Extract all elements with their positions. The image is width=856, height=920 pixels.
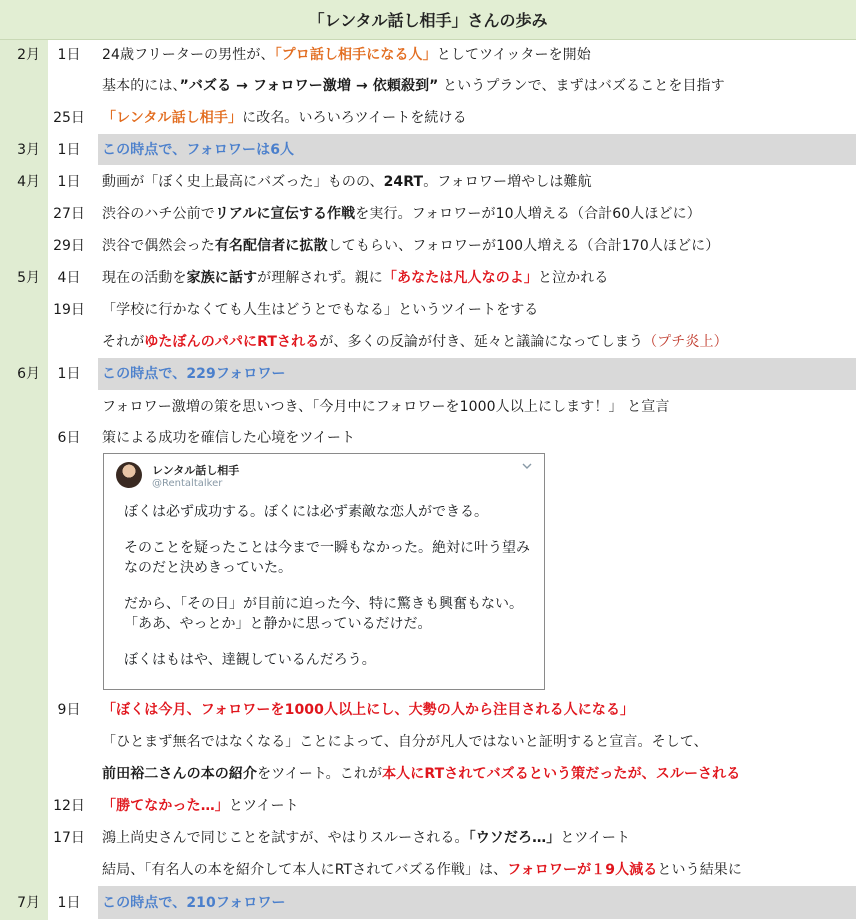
day-label: 25日: [53, 110, 85, 126]
timeline-row: [0, 198, 856, 230]
event-text-segment: と泣かれる: [538, 270, 609, 286]
month-label: 7月: [17, 895, 40, 911]
event-text-segment: （プチ炎上）: [643, 334, 728, 350]
event-text-segment: 「ぼくは今月、フォロワーを1000人以上にし、大勢の人から注目される人になる」: [102, 702, 635, 718]
month-label: 4月: [17, 174, 40, 190]
event-text: [102, 326, 848, 358]
event-text-segment: 「あなたは凡人なのよ」: [382, 270, 538, 286]
event-text: [102, 166, 848, 198]
timeline-row: [0, 822, 856, 854]
event-text-segment: フォロワーが１9人減る: [507, 862, 658, 878]
event-text: [102, 726, 848, 758]
event-text: [102, 822, 848, 854]
event-text: [102, 423, 848, 453]
month-label: 2月: [17, 47, 40, 63]
event-text-segment: が理解されず。親に: [257, 270, 383, 286]
event-text-segment: 「勝てなかった…」: [102, 798, 229, 814]
event-text-segment: 有名配信者に拡散: [214, 238, 328, 254]
event-text-segment: 現在の活動を: [102, 270, 187, 286]
event-text: [102, 134, 848, 166]
tweet-author-name[interactable]: レンタル話し相手: [152, 464, 240, 477]
event-text-segment: 「学校に行かなくても人生はどうとでもなる」というツイートをする: [102, 302, 539, 318]
event-text-segment: 家族に話す: [186, 270, 258, 286]
event-text-segment: 24歳フリーターの男性が、: [102, 47, 275, 63]
day-label: 27日: [53, 206, 85, 222]
timeline-row: [0, 790, 856, 822]
timeline-row: [0, 854, 856, 886]
day-label: 6日: [57, 430, 81, 446]
event-text-segment: 「ひとまず無名ではなくなる」ことによって、自分が凡人ではないと証明すると宣言。そして、: [102, 734, 708, 750]
timeline-row: [0, 726, 856, 758]
day-label: 9日: [57, 702, 81, 718]
tweet-paragraph: そのことを疑ったことは今まで一瞬もなかった。絶対に叶う望みなのだと決めきっていた。: [124, 540, 530, 576]
event-text-segment: 本人にRTされてバズるという策だったが、スルーされる: [382, 766, 741, 782]
event-text-segment: 渋谷で偶然会った: [102, 238, 215, 254]
day-label: 4日: [57, 270, 81, 286]
event-text-segment: に改名。いろいろツイートを続ける: [242, 110, 467, 126]
timeline-row: [0, 102, 856, 134]
day-label: 19日: [53, 302, 85, 318]
chevron-down-icon[interactable]: [522, 462, 532, 473]
event-text-segment: 24RT: [383, 174, 424, 190]
event-text: [102, 694, 848, 726]
avatar[interactable]: [116, 462, 142, 488]
event-text-segment: を実行。フォロワーが10人増える（合計60人ほどに）: [355, 206, 701, 222]
event-text-segment: 「レンタル話し相手」: [102, 110, 243, 126]
event-text: [102, 294, 848, 326]
event-text: [102, 790, 848, 822]
timeline-row: [0, 358, 856, 391]
timeline-row: [0, 40, 856, 71]
day-label: 1日: [57, 895, 81, 911]
timeline-row: [0, 71, 856, 102]
tweet-paragraph: だから、「その日」が目前に迫った今、特に驚きも興奮もない。「ああ、やっとか」と静かに思っているだけだ。: [124, 596, 523, 632]
day-label: 1日: [57, 366, 81, 382]
event-text: [102, 358, 848, 391]
event-text-segment: 前田裕二さんの本の紹介: [102, 766, 258, 782]
event-text-segment: この時点で、229フォロワー: [102, 366, 286, 382]
event-text-segment: ”バズる → フォロワー激増 → 依頼殺到”: [179, 78, 439, 94]
event-text-segment: してもらい、フォロワーが100人増える（合計170人ほどに）: [327, 238, 720, 254]
tweet-body: [124, 502, 534, 686]
event-text: [102, 758, 848, 790]
event-text: [102, 262, 848, 294]
event-text: [102, 102, 848, 134]
timeline-row: [0, 230, 856, 262]
day-label: 1日: [57, 142, 81, 158]
event-text: [102, 391, 848, 423]
event-text-segment: をツイート。これが: [257, 766, 383, 782]
tweet-author-handle[interactable]: @Rentaltalker: [152, 478, 223, 489]
event-text-segment: 策による成功を確信した心境をツイート: [102, 430, 356, 446]
event-text: [102, 886, 848, 920]
tweet-paragraph: ぼくはもはや、達観しているんだろう。: [124, 652, 376, 668]
event-text-segment: この時点で、フォロワーは6人: [102, 142, 295, 158]
event-text-segment: とツイート: [228, 798, 299, 814]
event-text-segment: ゆたぼんのパパにRTされる: [144, 334, 320, 350]
day-label: 12日: [53, 798, 85, 814]
timeline-row: [0, 294, 856, 326]
timeline-row: [0, 886, 856, 920]
day-label: 17日: [53, 830, 85, 846]
event-text-segment: としてツイッターを開始: [436, 47, 591, 63]
day-label: 1日: [57, 174, 81, 190]
event-text-segment: というプランで、まずはバズることを目指す: [438, 78, 725, 94]
event-text-segment: 「プロ話し相手になる人」: [274, 47, 437, 63]
page-title: 「レンタル話し相手」さんの歩み: [0, 0, 856, 40]
event-text-segment: 「ウソだろ…」: [468, 830, 561, 846]
timeline-row: [0, 694, 856, 726]
event-text-segment: が、多くの反論が付き、延々と議論になってしまう: [319, 334, 644, 350]
timeline-row: [0, 262, 856, 294]
timeline-row: [0, 758, 856, 790]
event-text-segment: とツイート: [560, 830, 631, 846]
embedded-tweet[interactable]: [103, 453, 545, 690]
event-text-segment: 結局、「有名人の本を紹介して本人にRTされてバズる作戦」は、: [102, 862, 508, 878]
event-text: [102, 40, 848, 71]
event-text: [102, 198, 848, 230]
day-label: 1日: [57, 47, 81, 63]
event-text-segment: 鴻上尚史さんで同じことを試すが、やはりスルーされる。: [102, 830, 469, 846]
timeline-row: [0, 423, 856, 453]
day-label: 29日: [53, 238, 85, 254]
event-text-segment: 動画が「ぼく史上最高にバズった」ものの、: [102, 174, 384, 190]
month-label: 3月: [17, 142, 40, 158]
month-label: 6月: [17, 366, 40, 382]
event-text-segment: リアルに宣伝する作戦: [214, 206, 356, 222]
event-text: [102, 854, 848, 886]
event-text-segment: 。フォロワー増やしは難航: [423, 174, 592, 190]
timeline-row: [0, 326, 856, 358]
month-label: 5月: [17, 270, 40, 286]
event-text: [102, 230, 848, 262]
event-text-segment: という結果に: [657, 862, 743, 878]
event-text: [102, 71, 848, 102]
timeline-row: [0, 166, 856, 198]
timeline-row: [0, 134, 856, 166]
event-text-segment: 基本的には、: [102, 78, 180, 94]
tweet-paragraph: ぼくは必ず成功する。ぼくには必ず素敵な恋人ができる。: [124, 504, 488, 520]
event-text-segment: フォロワー激増の策を思いつき、「今月中にフォロワーを1000人以上にします！」 と宣言: [102, 399, 670, 415]
event-text-segment: それが: [102, 334, 145, 350]
event-text-segment: この時点で、210フォロワー: [102, 895, 286, 911]
event-text-segment: 渋谷のハチ公前で: [102, 206, 215, 222]
timeline-row: [0, 391, 856, 423]
